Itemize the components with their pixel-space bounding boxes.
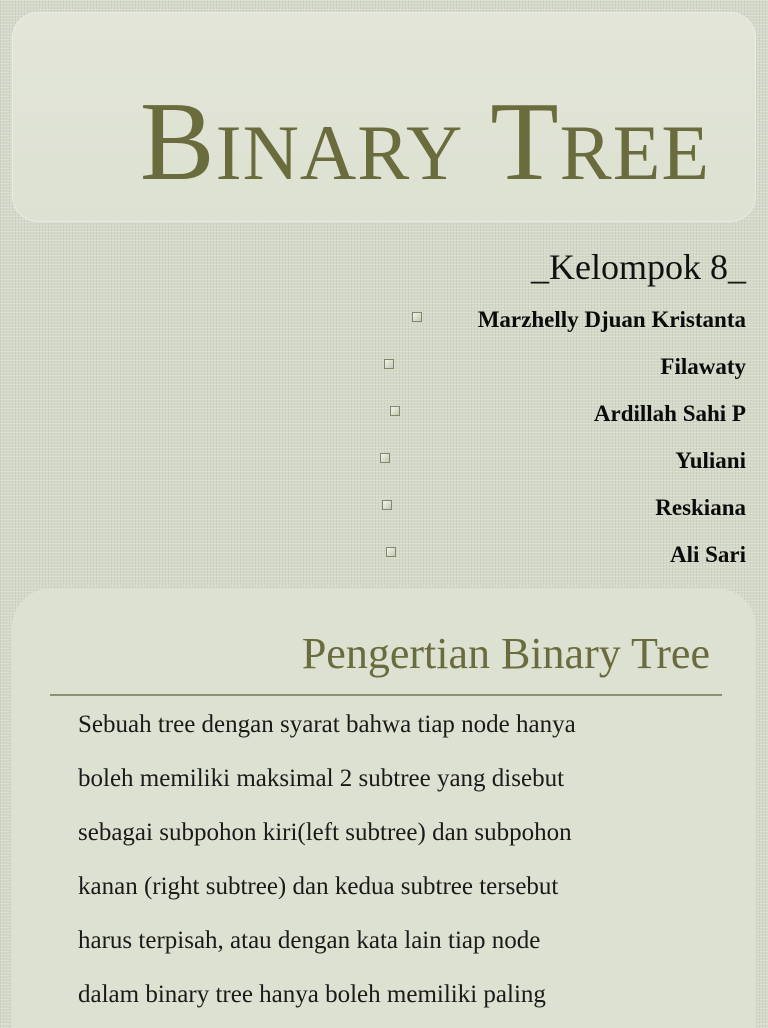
paragraph-line: sebagai subpohon kiri(left subtree) dan subpohon — [78, 819, 572, 846]
square-bullet-icon — [382, 500, 392, 510]
member-name: Ardillah Sahi P — [593, 401, 746, 426]
paragraph-line: kanan (right subtree) dan kedua subtree tersebut — [78, 873, 559, 900]
member-name: Filawaty — [660, 354, 746, 379]
paragraph-line: dalam binary tree hanya boleh memiliki paling — [78, 981, 546, 1008]
paragraph-line: boleh memiliki maksimal 2 subtree yang disebut — [78, 765, 565, 792]
title-divider — [50, 694, 722, 696]
group-subtitle: _Kelompok 8_ — [531, 247, 746, 287]
member-name: Reskiana — [655, 495, 746, 520]
paragraph-line: Sebuah tree dengan syarat bahwa tiap node hanya — [78, 711, 576, 738]
member-name: Marzhelly Djuan Kristanta — [477, 307, 746, 332]
list-item — [478, 537, 746, 584]
list-item — [478, 443, 746, 490]
slide-title: Binary Tree — [139, 80, 710, 204]
list-item — [478, 490, 746, 537]
square-bullet-icon — [384, 359, 394, 369]
square-bullet-icon — [390, 406, 400, 416]
square-bullet-icon — [412, 312, 422, 322]
definition-slide — [0, 588, 768, 1024]
square-bullet-icon — [380, 453, 390, 463]
list-item — [478, 396, 746, 443]
square-bullet-icon — [386, 547, 396, 557]
list-item — [478, 349, 746, 396]
section-title: Pengertian Binary Tree — [301, 629, 710, 678]
member-name: Ali Sari — [669, 542, 746, 567]
member-name: Yuliani — [675, 448, 746, 473]
definition-paragraph — [78, 698, 698, 1022]
list-item — [478, 302, 746, 349]
member-list — [478, 302, 746, 584]
paragraph-line: harus terpisah, atau dengan kata lain tiap node — [78, 927, 541, 954]
